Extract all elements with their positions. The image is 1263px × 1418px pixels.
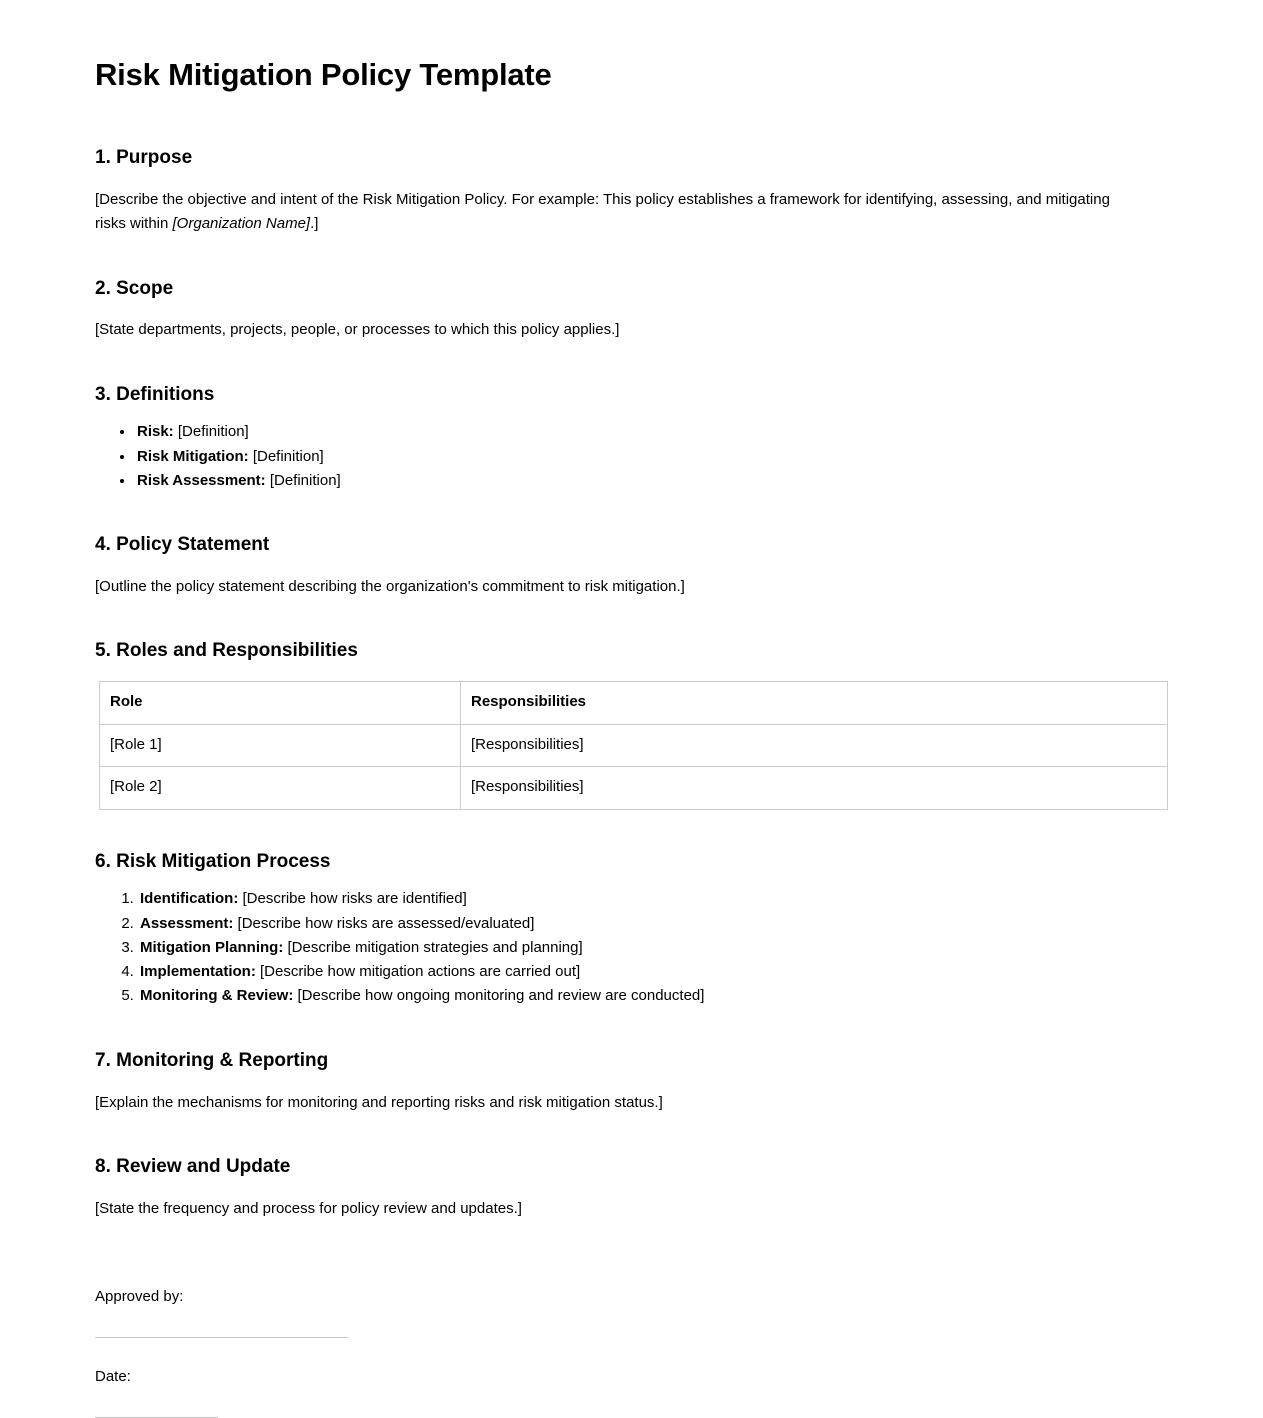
section-heading-scope: 2. Scope [95,277,174,299]
list-item [135,420,1168,444]
monitoring-reporting-body: [Explain the mechanisms for monitoring and reporting risks and risk mitigation status.] [95,1093,663,1111]
definition-term: Risk Assessment: [137,471,266,489]
section-heading-purpose: 1. Purpose [95,147,193,169]
process-step-term: Mitigation Planning: [140,938,284,956]
page-title: Risk Mitigation Policy Template [95,57,552,92]
section-definitions [95,383,1168,494]
process-step-value: [Describe how mitigation actions are carried out] [255,963,581,981]
definitions-list [95,420,1168,493]
process-step-term: Monitoring & Review: [140,987,294,1005]
purpose-body [95,188,1115,237]
section-heading-policy-statement: 4. Policy Statement [95,534,270,556]
section-roles-responsibilities [95,639,1168,809]
process-step-value: [Describe how risks are assessed/evaluated] [233,914,535,932]
section-review-update [95,1155,1168,1221]
section-purpose [95,146,1168,236]
date-group [95,1365,1168,1418]
process-step-value: [Describe mitigation strategies and planning] [283,938,583,956]
list-item [138,984,1168,1008]
table-row [100,724,1168,767]
definition-term: Risk: [137,423,174,441]
section-monitoring-reporting [95,1049,1168,1115]
section-heading-monitoring-reporting: 7. Monitoring & Reporting [95,1049,329,1071]
approved-by-group [95,1285,1168,1338]
definition-value: [Definition] [173,423,249,441]
list-item [138,936,1168,960]
list-item [138,887,1168,911]
review-update-body: [State the frequency and process for policy review and updates.] [95,1199,522,1217]
table-cell-role: [Role 1] [100,724,461,767]
purpose-body-text-2: .] [310,215,319,233]
section-heading-review-update: 8. Review and Update [95,1155,291,1177]
organization-name-placeholder: [Organization Name] [172,215,311,233]
list-item [135,469,1168,493]
definition-term: Risk Mitigation: [137,447,249,465]
section-heading-risk-mitigation-process: 6. Risk Mitigation Process [95,850,331,872]
section-scope [95,277,1168,343]
table-row [100,767,1168,810]
list-item [138,912,1168,936]
process-steps-list [95,887,1168,1008]
process-step-value: [Describe how risks are identified] [238,890,467,908]
process-step-value: [Describe how ongoing monitoring and review are conducted] [293,987,705,1005]
process-step-term: Identification: [140,890,239,908]
purpose-body-text-1: [Describe the objective and intent of the Risk Mitigation Policy. For example: This policy establishes a framework for identifying, assessing, and mitigating risks within [95,190,1110,233]
table-cell-role: [Role 2] [100,767,461,810]
table-cell-responsibilities: [Responsibilities] [461,724,1168,767]
section-risk-mitigation-process [95,850,1168,1009]
table-cell-responsibilities: [Responsibilities] [461,767,1168,810]
section-heading-definitions: 3. Definitions [95,383,215,405]
scope-body: [State departments, projects, people, or processes to which this policy applies.] [95,321,620,339]
process-step-term: Assessment: [140,914,234,932]
definition-value: [Definition] [248,447,324,465]
approved-by-signature-line[interactable] [95,1337,348,1338]
date-label: Date: [95,1368,131,1386]
policy-statement-body: [Outline the policy statement describing the organization's commitment to risk mitigation.] [95,577,685,595]
table-header-role: Role [100,682,461,725]
approved-by-label: Approved by: [95,1287,184,1305]
list-item [135,445,1168,469]
list-item [138,960,1168,984]
section-heading-roles-responsibilities: 5. Roles and Responsibilities [95,640,358,662]
table-header-responsibilities: Responsibilities [461,682,1168,725]
table-header-row [100,682,1168,725]
process-step-term: Implementation: [140,963,256,981]
signature-block [95,1285,1168,1418]
roles-responsibilities-table [99,681,1168,810]
definition-value: [Definition] [265,471,341,489]
section-policy-statement [95,533,1168,599]
